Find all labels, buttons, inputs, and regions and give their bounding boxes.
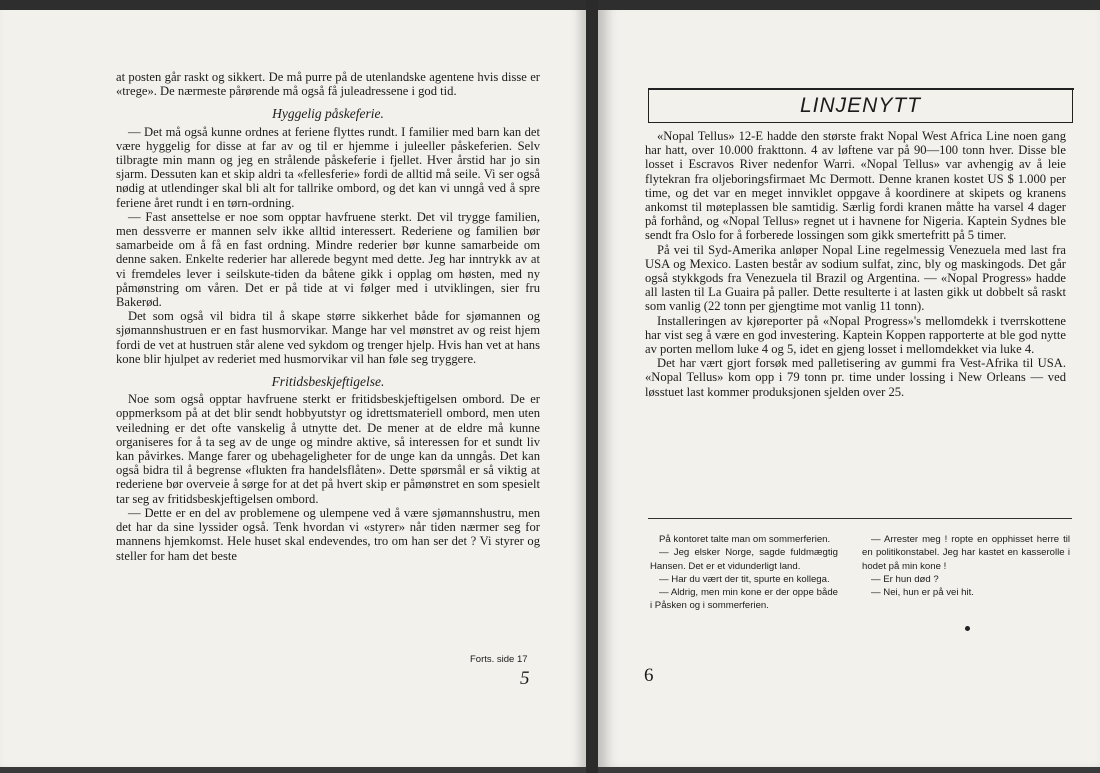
joke-right [862, 533, 1070, 599]
heading-hyggelig-paskeferie: Hyggelig påskeferie. [272, 106, 384, 122]
page-number-right: 6 [644, 665, 654, 686]
paragraph: Installeringen av kjøreporter på «Nopal Progress»'s mellomdekk i tverrskottene har vist seg å være en god investering. Kaptein Koppen rapporterte at ble god nytte av porten mellom luke 4 og 5, idet en gjeng losset i mellomdekket via luke 4. [645, 313, 1066, 357]
paragraph: — Er hun død ? [871, 573, 939, 585]
left-paragraphs-top [116, 70, 540, 98]
bullet-dot [965, 626, 970, 631]
left-paragraphs-1 [116, 125, 540, 366]
left-article-column [116, 70, 540, 563]
paragraph: Noe som også opptar havfruene sterkt er fritidsbeskjeftigelsen ombord. De er oppmerksom på at det blir sendt hobbyutstyr og idrettsmateriell ombord, men uten veiledning er det ofte vanskelig å utnytte det. De mener at de eldre må kunne organiseres for å ta seg av de unge og mindre aktive, så interessen for et sundt liv kan påvirkes. Mange farer og ubehageligheter for de unge kan da unngås. Det kan også bidra til å begrense «flukten fra handelsflåten». Dette spørsmål er så viktig at rederiene bør overveie å sørge for at det på hvert skip er påmønstret en som spesielt tar seg av fritidsbeskjeftigelsen ombord. [116, 392, 540, 506]
section-title-box [648, 88, 1073, 123]
joke-left [650, 533, 838, 613]
paragraph: «Nopal Tellus» 12-E hadde den største frakt Nopal West Africa Line noen gang har hatt, over 10.000 frakttonn. 4 av løftene var på 90—100 tonn hver. Disse ble losset i Escravos River nedenfor Warri. «Nopal Tellus» var avhengig av å leie flytekran fra oljeboringsfirmaet Mc Dermott. Denne kranen kostet US $ 1.000 per time, og det var en meget innviklet oppgave å koordinere at skipets og kranens ankomst til møteplassen ble samtidig. Særlig fordi kranen måtte ha varsel 4 dager på forhånd, og «Nopal Tellus» regnet ut i havnene for Nigeria. Kaptein Sydnes ble sendt fra Oslo for å forberede lossingen som gikk smertefritt på 5 timer. [645, 129, 1066, 243]
scan-edge-top [0, 0, 586, 10]
section-title: LINJENYTT [799, 94, 921, 117]
paragraph: — Har du vært der tit, spurte en kollega. [659, 573, 830, 585]
paragraph: — Fast ansettelse er noe som opptar havfruene sterkt. Det vil trygge familien, men dessverre er mannen selv ikke alltid interessert. Rederiene og familien bør samarbeide om å få en fast ordning. Mindre rederier bør kunne samarbeide om denne saken. Enkelte rederier har allerede begynt med dette. Jeg har inntrykk av at vi fremdeles lever i seilskute-tiden da båtene gikk i opplag om høsten, med ny påmønstring om våren. Det er på tide at vi følger med i utviklingen, sier fru Bakerød. [116, 209, 540, 310]
paragraph: — Dette er en del av problemene og ulempene ved å være sjømannshustru, men det har da sine lyssider også. Tenk hvordan vi «styrer» når tiden nærmer seg for mannens hjemkomst. Hele huset skal endevendes, tro om han ser det ? Vi styrer og steller for ham det beste [116, 505, 540, 563]
paragraph: — Det må også kunne ordnes at feriene flyttes rundt. I familier med barn kan det være hyggelig for disse at far av og til er hjemme i juleeller påskeferien. Selv tilbragte min mann og jeg en strålende påskeferie i fjellet. Hver årstid har jo sin sjarm. Dessuten kan et skip aldri ta «fellesferie» fordi de alltid må seile. Vi ser også nødig at utlendinger skal bli alt for tallrike ombord, og det kan vi unngå ved å spre feriene året rundt i en tørn-ordning. [116, 124, 540, 210]
page-number-left: 5 [520, 668, 530, 689]
paragraph: Det har vært gjort forsøk med palletisering av gummi fra Vest-Afrika til USA. «Nopal Tellus» kom opp i 79 tonn pr. time under lossing i New Orleans — ved løsstuet last kommer produksjonen sjelden over 25. [645, 356, 1066, 399]
paragraph: På vei til Syd-Amerika anløper Nopal Line regelmessig Venezuela med last fra USA og Mexico. Lasten består av sodium sulfat, zinc, bly og maskingods. Det går også stykkgods fra Venezuela til Brazil og Argentina. — «Nopal Progress» hadde all lasten til La Guaira på paller. Dette resulterte i at lasten gikk ut dobbelt så raskt som vanlig (22 tonn per gjengtime mot vanlig 11 tonn). [645, 242, 1066, 314]
right-article-column [645, 129, 1066, 399]
paragraph: — Jeg elsker Norge, sagde fuldmægtig Hansen. Det er et vidunderligt land. [650, 547, 838, 572]
paragraph: at posten går raskt og sikkert. De må purre på de utenlandske agentene hvis disse er «trege». De nærmeste pårørende må også få juleadressene i god tid. [116, 70, 540, 99]
paragraph: Det som også vil bidra til å skape større sikkerhet både for sjømannen og sjømannshustruen er en fast husmorvikar. Mange har vel mønstret av og reist hjem fordi de vet at hustruen står alene ved sykdom og trenger hjelp. Hvis han vet at hans kone blir hjulpet av rederiet med husmorvikar vil han føle seg tryggere. [116, 309, 540, 366]
scan-edge-bottom [598, 767, 1100, 773]
scan-edge-top [598, 0, 1100, 10]
paragraph: — Arrester meg ! ropte en opphisset herre til en politikonstabel. Jeg har kastet en kasserolle i hodet på min kone ! [862, 534, 1070, 572]
paragraph: — Aldrig, men min kone er der oppe både i Påsken og i sommerferien. [650, 587, 838, 612]
left-paragraphs-2 [116, 392, 540, 562]
separator-rule [648, 518, 1072, 519]
continued-note: Forts. side 17 [470, 654, 528, 665]
right-page [598, 0, 1100, 773]
paragraph: — Nei, hun er på vei hit. [871, 587, 974, 599]
paragraph: På kontoret talte man om sommerferien. [659, 534, 831, 545]
scan-edge-bottom [0, 767, 586, 773]
heading-fritidsbeskjeftigelse: Fritidsbeskjeftigelse. [271, 374, 385, 390]
